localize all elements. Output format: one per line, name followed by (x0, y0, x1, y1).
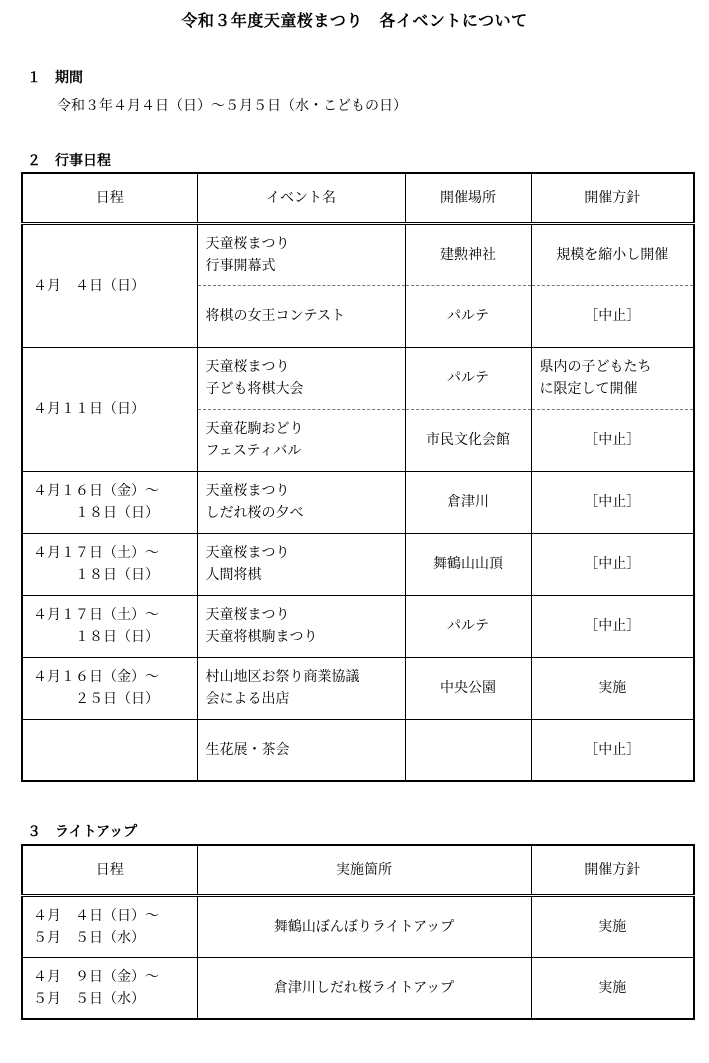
schedule-date: ４月 ４日（日） (22, 223, 197, 347)
event-name: 天童桜まつり しだれ桜の夕べ (197, 471, 405, 533)
event-place: パルテ (405, 285, 531, 347)
event-policy: ［中止］ (531, 719, 694, 781)
table-row (22, 657, 694, 719)
table-row (22, 533, 694, 595)
event-place: 倉津川 (405, 471, 531, 533)
section-2-heading: ２ 行事日程 (27, 153, 111, 169)
table-row (22, 957, 694, 1019)
schedule-date: ４月１１日（日） (22, 347, 197, 471)
event-name: 天童桜まつり 子ども将棋大会 (197, 347, 405, 409)
section-3-heading: ３ ライトアップ (27, 824, 138, 840)
table-row (22, 719, 694, 781)
schedule-date (22, 719, 197, 781)
event-name: 天童桜まつり 天童将棋駒まつり (197, 595, 405, 657)
event-policy: ［中止］ (531, 409, 694, 471)
schedule-date: ４月１６日（金）～ ２５日（日） (22, 657, 197, 719)
event-policy: ［中止］ (531, 471, 694, 533)
schedule-date: ４月 ４日（日）～ ５月 ５日（水） (22, 895, 197, 957)
event-place: 市民文化会館 (405, 409, 531, 471)
schedule-date: ４月 ９日（金）～ ５月 ５日（水） (22, 957, 197, 1019)
header-place: 開催場所 (405, 173, 531, 223)
table-row (22, 595, 694, 657)
lightup-policy: 実施 (531, 957, 694, 1019)
table-row (22, 223, 694, 285)
schedule-date: ４月１６日（金）～ １８日（日） (22, 471, 197, 533)
period-text: 令和３年４月４日（日）～５月５日（水・こどもの日） (57, 98, 407, 114)
event-name: 天童桜まつり 行事開幕式 (197, 223, 405, 285)
header-date: 日程 (22, 173, 197, 223)
page-title: 令和３年度天童桜まつり 各イベントについて (181, 11, 528, 30)
schedule-date: ４月１７日（土）～ １８日（日） (22, 595, 197, 657)
event-name: 将棋の女王コンテスト (197, 285, 405, 347)
event-place: 舞鶴山山頂 (405, 533, 531, 595)
event-policy: ［中止］ (531, 285, 694, 347)
table-row (22, 895, 694, 957)
event-place: パルテ (405, 595, 531, 657)
lightup-policy: 実施 (531, 895, 694, 957)
event-policy: ［中止］ (531, 533, 694, 595)
header-event: イベント名 (197, 173, 405, 223)
header-policy: 開催方針 (531, 845, 694, 895)
event-name: 村山地区お祭り商業協議 会による出店 (197, 657, 405, 719)
event-policy: 実施 (531, 657, 694, 719)
header-place: 実施箇所 (197, 845, 531, 895)
event-name: 天童花駒おどり フェスティバル (197, 409, 405, 471)
header-policy: 開催方針 (531, 173, 694, 223)
lightup-table (21, 844, 695, 1020)
event-policy: 県内の子どもたち に限定して開催 (531, 347, 694, 409)
table-row (22, 347, 694, 409)
event-policy: ［中止］ (531, 595, 694, 657)
event-policy: 規模を縮小し開催 (531, 223, 694, 285)
header-date: 日程 (22, 845, 197, 895)
schedule-date: ４月１７日（土）～ １８日（日） (22, 533, 197, 595)
event-name: 天童桜まつり 人間将棋 (197, 533, 405, 595)
event-place: 建勲神社 (405, 223, 531, 285)
event-place: 中央公園 (405, 657, 531, 719)
event-schedule-table (21, 172, 695, 782)
lightup-place: 倉津川しだれ桜ライトアップ (197, 957, 531, 1019)
event-place: パルテ (405, 347, 531, 409)
table-row (22, 471, 694, 533)
event-place (405, 719, 531, 781)
lightup-place: 舞鶴山ぼんぼりライトアップ (197, 895, 531, 957)
event-name: 生花展・茶会 (197, 719, 405, 781)
section-1-heading: １ 期間 (27, 70, 83, 86)
